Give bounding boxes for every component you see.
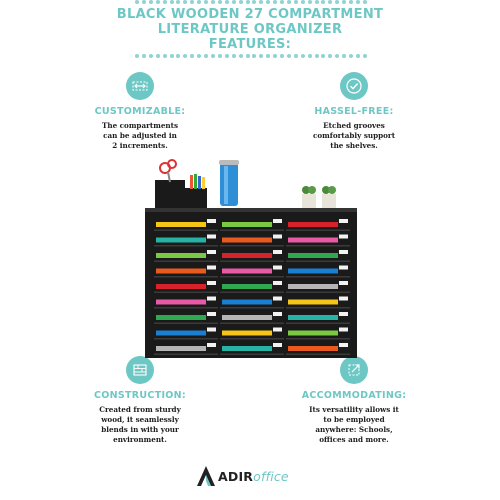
colored-paper-stack xyxy=(222,315,272,320)
divider-dot xyxy=(170,0,174,4)
bottom-dotted-divider xyxy=(135,54,367,59)
compartment-label-holder xyxy=(273,281,282,285)
compartment-shelf xyxy=(154,354,218,356)
divider-dot xyxy=(197,0,201,4)
divider-dot xyxy=(156,0,160,4)
divider-dot xyxy=(176,54,180,58)
colored-paper-stack xyxy=(156,253,206,258)
page-title xyxy=(60,7,440,52)
feature-description xyxy=(279,121,429,151)
colored-paper-stack xyxy=(222,284,272,289)
colored-paper-stack xyxy=(288,284,338,289)
divider-dot xyxy=(342,0,346,4)
compartment-label-holder xyxy=(273,235,282,239)
divider-dot xyxy=(190,0,194,4)
description-line: offices and more. xyxy=(319,435,389,444)
description-line: 2 increments. xyxy=(112,141,168,150)
divider-dot xyxy=(239,0,243,4)
divider-dot xyxy=(308,0,312,4)
divider-dot xyxy=(349,54,353,58)
compartment-shelf xyxy=(154,292,218,294)
divider-dot xyxy=(142,0,146,4)
colored-paper-stack xyxy=(156,346,206,351)
colored-paper-stack xyxy=(222,222,272,227)
divider-dot xyxy=(211,54,215,58)
compartment-label-holder xyxy=(273,297,282,301)
divider-dot xyxy=(204,0,208,4)
compartment-label-holder xyxy=(207,281,216,285)
feature-description xyxy=(65,405,215,445)
colored-paper-stack xyxy=(222,238,272,243)
colored-paper-stack xyxy=(156,222,206,227)
top-dotted-divider xyxy=(135,0,367,5)
compartment-shelf xyxy=(220,230,284,232)
compartment-shelf xyxy=(154,338,218,340)
product-image-organizer xyxy=(140,150,370,360)
divider-dot xyxy=(225,54,229,58)
divider-dot xyxy=(266,54,270,58)
potted-plants xyxy=(302,186,336,208)
tumbler-cup xyxy=(219,160,239,206)
colored-paper-stack xyxy=(222,300,272,305)
compartment-label-holder xyxy=(207,250,216,254)
organizer-top-edge xyxy=(145,208,357,212)
divider-dot xyxy=(356,0,360,4)
divider-dot xyxy=(163,0,167,4)
feature-construction xyxy=(65,356,215,445)
divider-dot xyxy=(349,0,353,4)
compartment-label-holder xyxy=(339,235,348,239)
compartment-shelf xyxy=(286,307,350,309)
divider-dot xyxy=(321,54,325,58)
description-line: wood, it seamlessly xyxy=(101,415,179,424)
desk-organizer-cup xyxy=(155,160,207,208)
description-line: anywhere: Schools, xyxy=(315,425,393,434)
compartment-shelf xyxy=(154,261,218,263)
divider-dot xyxy=(315,54,319,58)
divider-dot xyxy=(294,54,298,58)
divider-dot xyxy=(273,0,277,4)
compartment-shelf xyxy=(286,323,350,325)
compartment-label-holder xyxy=(207,297,216,301)
compartment-label-holder xyxy=(207,219,216,223)
feature-title: HASSEL-FREE: xyxy=(314,106,394,117)
compartment-shelf xyxy=(220,354,284,356)
description-line: blends in with your xyxy=(101,425,179,434)
compartment-shelf xyxy=(220,292,284,294)
compartment-shelf xyxy=(220,338,284,340)
title-line: FEATURES: xyxy=(208,37,292,52)
title-line: LITERATURE ORGANIZER xyxy=(157,22,343,37)
feature-hassel-free xyxy=(279,72,429,151)
organizer-compartments xyxy=(154,219,350,355)
colored-paper-stack xyxy=(222,253,272,258)
compartment-shelf xyxy=(220,307,284,309)
feature-title: CONSTRUCTION: xyxy=(93,390,187,401)
description-line: to be employed xyxy=(323,415,385,424)
description-line: environment. xyxy=(113,435,167,444)
compartment-label-holder xyxy=(339,328,348,332)
compartment-shelf xyxy=(220,276,284,278)
divider-dot xyxy=(232,0,236,4)
compartment-label-holder xyxy=(273,219,282,223)
adir-logo-mark-icon xyxy=(196,465,216,487)
divider-dot xyxy=(321,0,325,4)
divider-dot xyxy=(280,0,284,4)
divider-dot xyxy=(315,0,319,4)
wood-panel-icon xyxy=(126,356,154,384)
feature-customizable xyxy=(65,72,215,151)
compartment-label-holder xyxy=(207,266,216,270)
feature-title: ACCOMMODATING: xyxy=(301,390,407,401)
divider-dot xyxy=(328,0,332,4)
divider-dot xyxy=(301,0,305,4)
description-line: Etched grooves xyxy=(323,121,385,130)
divider-dot xyxy=(252,0,256,4)
divider-dot xyxy=(197,54,201,58)
resize-arrows-icon xyxy=(126,72,154,100)
compartment-label-holder xyxy=(207,312,216,316)
divider-dot xyxy=(142,54,146,58)
compartment-label-holder xyxy=(339,297,348,301)
feature-description xyxy=(279,405,429,445)
compartment-label-holder xyxy=(273,250,282,254)
divider-dot xyxy=(335,54,339,58)
brand-name-light: office xyxy=(253,469,289,484)
colored-paper-stack xyxy=(288,300,338,305)
checkmark-icon xyxy=(340,72,368,100)
divider-dot xyxy=(239,54,243,58)
compartment-label-holder xyxy=(339,266,348,270)
compartment-shelf xyxy=(154,230,218,232)
divider-dot xyxy=(363,0,367,4)
description-line: comfortably support xyxy=(312,131,396,140)
compartment-shelf xyxy=(286,261,350,263)
colored-paper-stack xyxy=(288,331,338,336)
organizer-illustration xyxy=(140,150,370,360)
compartment-label-holder xyxy=(339,219,348,223)
description-line: the shelves. xyxy=(330,141,378,150)
divider-dot xyxy=(294,0,298,4)
description-line: Its versatility allows it xyxy=(309,405,399,414)
divider-dot xyxy=(259,54,263,58)
divider-dot xyxy=(335,0,339,4)
expand-arrows-icon xyxy=(340,356,368,384)
feature-description xyxy=(65,121,215,151)
divider-dot xyxy=(225,0,229,4)
divider-dot xyxy=(156,54,160,58)
divider-dot xyxy=(170,54,174,58)
divider-dot xyxy=(232,54,236,58)
divider-dot xyxy=(342,54,346,58)
compartment-label-holder xyxy=(273,312,282,316)
divider-dot xyxy=(287,0,291,4)
compartment-label-holder xyxy=(339,312,348,316)
compartment-label-holder xyxy=(207,343,216,347)
feature-title: CUSTOMIZABLE: xyxy=(94,106,186,117)
divider-dot xyxy=(266,0,270,4)
compartment-shelf xyxy=(286,354,350,356)
compartment-label-holder xyxy=(273,266,282,270)
colored-paper-stack xyxy=(156,284,206,289)
divider-dot xyxy=(246,0,250,4)
compartment-shelf xyxy=(154,307,218,309)
compartment-label-holder xyxy=(339,343,348,347)
colored-paper-stack xyxy=(288,346,338,351)
compartment-label-holder xyxy=(339,250,348,254)
colored-paper-stack xyxy=(222,269,272,274)
compartment-shelf xyxy=(286,276,350,278)
divider-dot xyxy=(363,54,367,58)
divider-dot xyxy=(218,0,222,4)
divider-dot xyxy=(280,54,284,58)
compartment-shelf xyxy=(286,230,350,232)
divider-dot xyxy=(273,54,277,58)
colored-paper-stack xyxy=(156,238,206,243)
description-line: The compartments xyxy=(102,121,178,130)
compartment-shelf xyxy=(286,245,350,247)
divider-dot xyxy=(308,54,312,58)
colored-paper-stack xyxy=(288,238,338,243)
brand-logo xyxy=(196,463,316,493)
brand-name-bold: ADIR xyxy=(218,469,254,484)
compartment-label-holder xyxy=(207,235,216,239)
divider-dot xyxy=(328,54,332,58)
colored-paper-stack xyxy=(288,222,338,227)
divider-dot xyxy=(211,0,215,4)
divider-dot xyxy=(356,54,360,58)
colored-paper-stack xyxy=(156,331,206,336)
divider-dot xyxy=(149,0,153,4)
colored-paper-stack xyxy=(288,269,338,274)
compartment-label-holder xyxy=(339,281,348,285)
compartment-label-holder xyxy=(273,343,282,347)
compartment-shelf xyxy=(154,245,218,247)
colored-paper-stack xyxy=(288,253,338,258)
divider-dot xyxy=(190,54,194,58)
title-line: BLACK WOODEN 27 COMPARTMENT xyxy=(116,7,384,22)
compartment-shelf xyxy=(220,245,284,247)
divider-dot xyxy=(163,54,167,58)
colored-paper-stack xyxy=(288,315,338,320)
description-line: Created from sturdy xyxy=(99,405,181,414)
brand-wordmark xyxy=(218,469,289,484)
divider-dot xyxy=(218,54,222,58)
colored-paper-stack xyxy=(156,269,206,274)
compartment-shelf xyxy=(220,323,284,325)
divider-dot xyxy=(135,54,139,58)
divider-dot xyxy=(176,0,180,4)
divider-dot xyxy=(287,54,291,58)
colored-paper-stack xyxy=(222,346,272,351)
divider-dot xyxy=(204,54,208,58)
feature-accommodating xyxy=(279,356,429,445)
divider-dot xyxy=(301,54,305,58)
compartment-shelf xyxy=(286,338,350,340)
divider-dot xyxy=(252,54,256,58)
compartment-shelf xyxy=(154,276,218,278)
divider-dot xyxy=(183,54,187,58)
divider-dot xyxy=(183,0,187,4)
compartment-shelf xyxy=(154,323,218,325)
compartment-label-holder xyxy=(273,328,282,332)
colored-paper-stack xyxy=(156,315,206,320)
divider-dot xyxy=(246,54,250,58)
compartment-shelf xyxy=(286,292,350,294)
divider-dot xyxy=(149,54,153,58)
colored-paper-stack xyxy=(222,331,272,336)
compartment-shelf xyxy=(220,261,284,263)
description-line: can be adjusted in xyxy=(103,131,177,140)
divider-dot xyxy=(259,0,263,4)
divider-dot xyxy=(135,0,139,4)
colored-paper-stack xyxy=(156,300,206,305)
compartment-label-holder xyxy=(207,328,216,332)
